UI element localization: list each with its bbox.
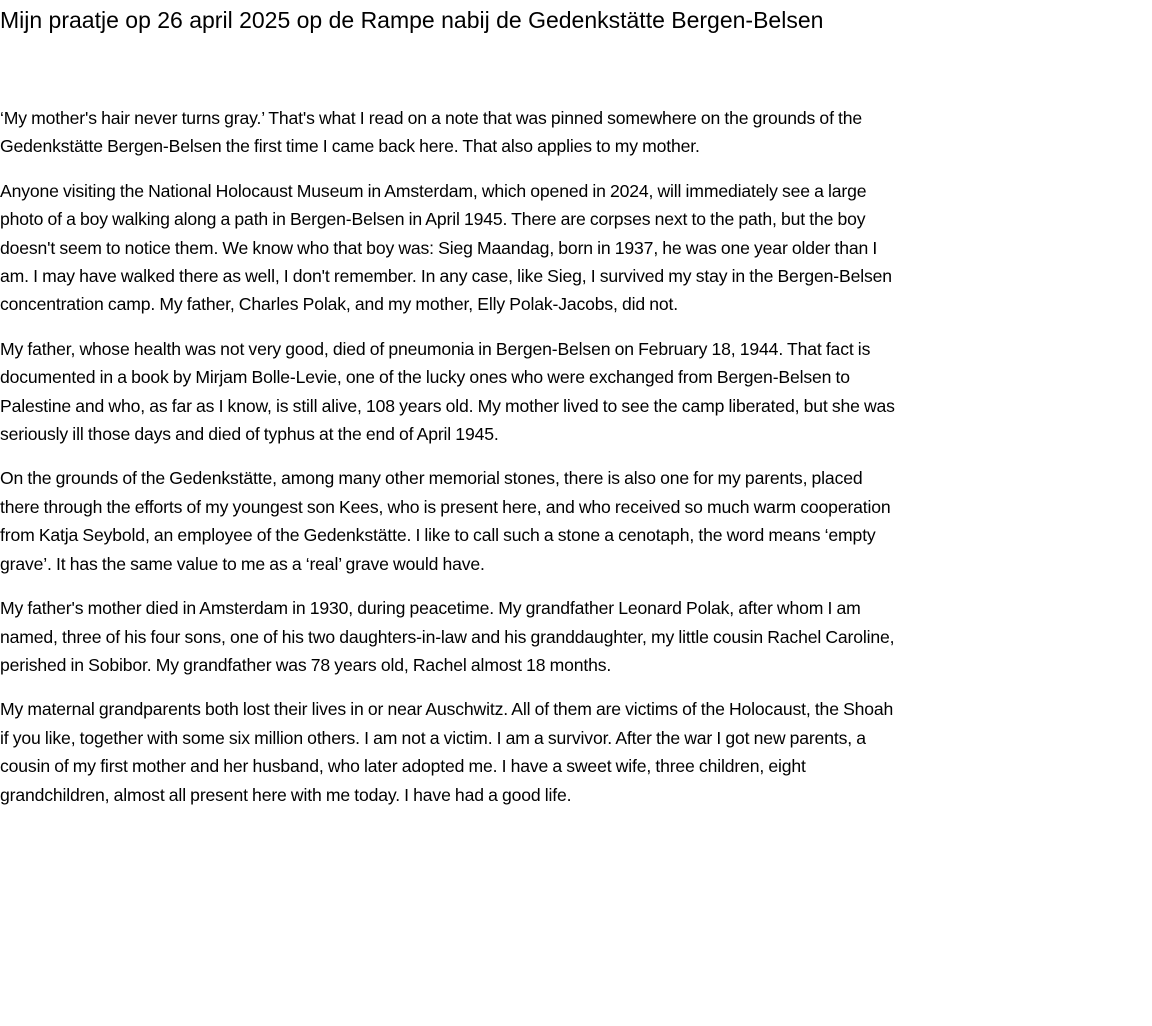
paragraph-4: On the grounds of the Gedenkstätte, among many other memorial stones, there is also one for my parents, placed there through the efforts of my youngest son Kees, who is present here, and who received so much warm cooperation from Katja Seybold, an employee of the Gedenkstätte. I like to call such a stone a cenotaph, the word means ‘empty grave’. It has the same value to me as a ‘real’ grave would have. [0,468,891,574]
document-body [0,104,900,809]
document-title: Mijn praatje op 26 april 2025 op de Rampe nabij de Gedenkstätte Bergen-Belsen [0,7,824,33]
paragraph-3: My father, whose health was not very good, died of pneumonia in Bergen-Belsen on February 18, 1944. That fact is documented in a book by Mirjam Bolle-Levie, one of the lucky ones who were exchanged from Bergen-Belsen to Palestine and who, as far as I know, is still alive, 108 years old. My mother lived to see the camp liberated, but she was seriously ill those days and died of typhus at the end of April 1945. [0,338,895,445]
paragraph-6: My maternal grandparents both lost their lives in or near Auschwitz. All of them are victims of the Holocaust, the Shoah if you like, together with some six million others. I am not a victim. I am a survivor. After the war I got new parents, a cousin of my first mother and her husband, who later adopted me. I have a sweet wife, three children, eight grandchildren, almost all present here with me today. I have had a good life. [0,699,894,805]
paragraph-1: ‘My mother's hair never turns gray.’ That's what I read on a note that was pinned somewhere on the grounds of the Gedenkstätte Bergen-Belsen the first time I came back here. That also applies to my mother. [0,108,863,157]
paragraph-5: My father's mother died in Amsterdam in 1930, during peacetime. My grandfather Leonard Polak, after whom I am named, three of his four sons, one of his two daughters-in-law and his granddaughter, my little cousin Rachel Caroline, perished in Sobibor. My grandfather was 78 years old, Rachel almost 18 months. [0,598,895,675]
paragraph-2: Anyone visiting the National Holocaust Museum in Amsterdam, which opened in 2024, will immediately see a large photo of a boy walking along a path in Bergen-Belsen in April 1945. There are corpses next to the path, but the boy doesn't seem to notice them. We know who that boy was: Sieg Maandag, born in 1937, he was one year older than I am. I may have walked there as well, I don't remember. In any case, like Sieg, I survived my stay in the Bergen-Belsen concentration camp. My father, Charles Polak, and my mother, Elly Polak-Jacobs, did not. [0,180,892,315]
